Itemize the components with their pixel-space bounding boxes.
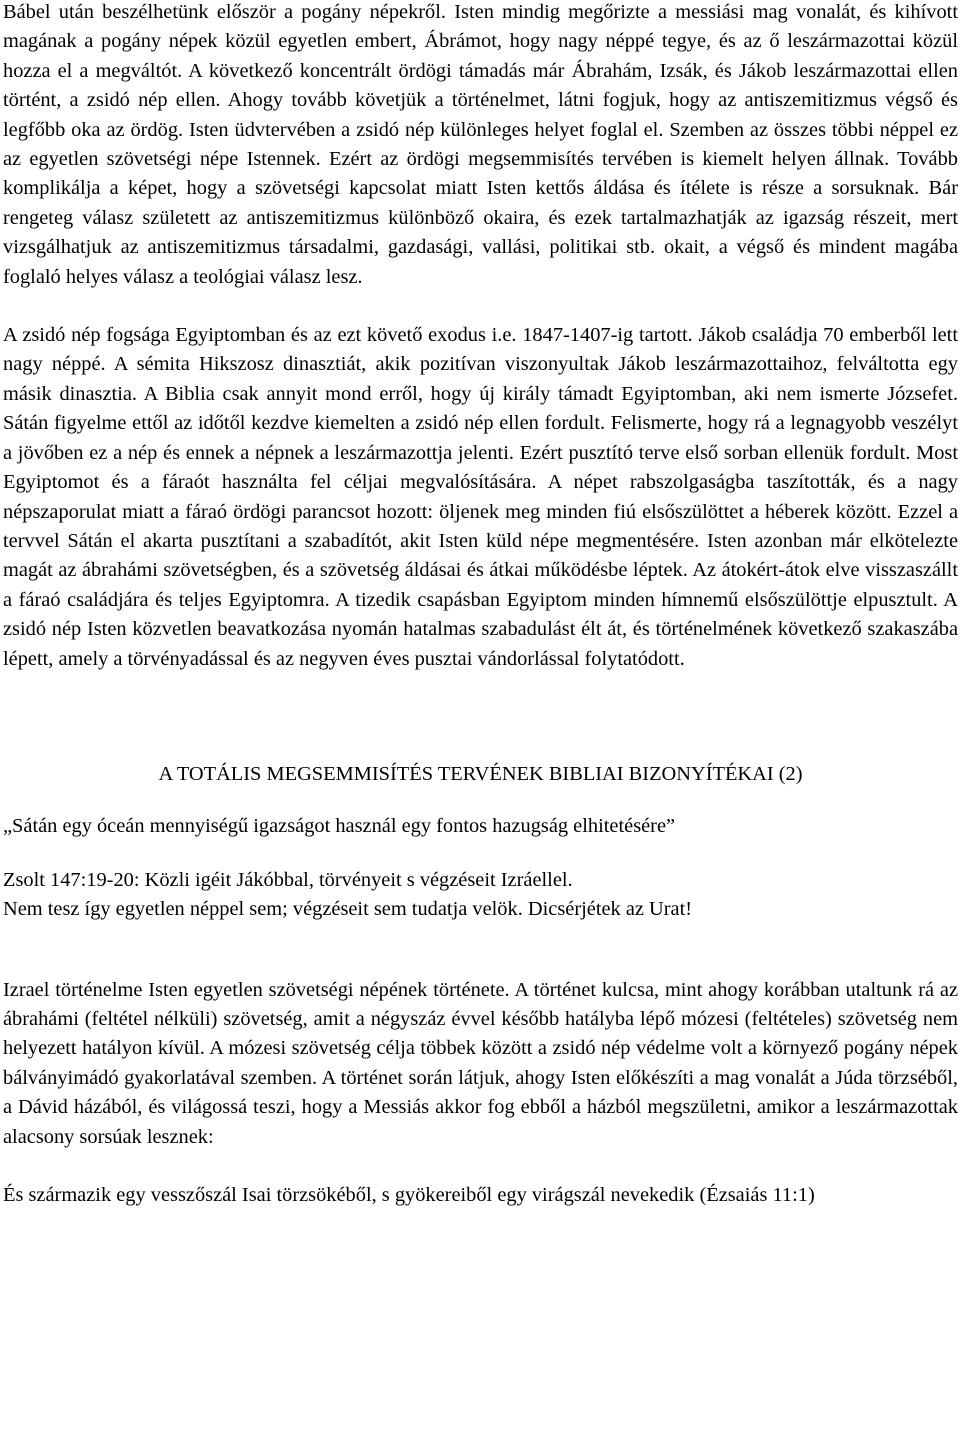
- verse-line-1: Zsolt 147:19-20: Közli igéit Jákóbbal, törvényeit s végzéseit Izráellel.: [3, 868, 573, 891]
- paragraph-babel: Bábel után beszélhetünk először a pogány népekről. Isten mindig megőrizte a messiási mag vonalát, és kihívott magának a pogány népek közül egyetlen embert, Ábrámot, hogy nagy néppé tegye, és az ő leszármazottai közül hozza el a megváltót. A következő koncentrált ördögi támadás már Ábrahám, Izsák, és Jákob leszármazottai ellen történt, a zsidó nép ellen. Ahogy tovább követjük a történelmet, látni fogjuk, hogy az antiszemitizmus végső és legfőbb oka az ördög. Isten üdvtervében a zsidó nép különleges helyet foglal el. Szemben az összes többi néppel ez az egyetlen szövetségi népe Istennek. Ezért az ördögi megsemmisítés tervében is kiemelt helyen állnak. Tovább komplikálja a képet, hogy a szövetségi kapcsolat miatt Isten kettős áldása és ítélete is része a sorsuknak. Bár rengeteg válasz született az antiszemitizmus különböző okaira, és ezek tartalmazhatják az igazság részeit, mert vizsgálhatjuk az antiszemitizmus társadalmi, gazdasági, vallási, politikai stb. okait, a végső és mindent magába foglaló helyes válasz a teológiai válasz lesz.: [3, 1, 958, 288]
- section-heading: A TOTÁLIS MEGSEMMISÍTÉS TERVÉNEK BIBLIAI BIZONYÍTÉKAI (2): [158, 762, 803, 785]
- paragraph-isaiah: És származik egy vesszőszál Isai törzsökéből, s gyökereiből egy virágszál nevekedik (Ézsaiás 11:1): [3, 1184, 815, 1206]
- quote: „Sátán egy óceán mennyiségű igazságot használ egy fontos hazugság elhitetésére”: [3, 815, 676, 838]
- paragraph-egypt: A zsidó nép fogsága Egyiptomban és az ezt követő exodus i.e. 1847-1407-ig tartott. Jákob családja 70 emberből lett nagy néppé. A sémita Hikszosz dinasztiát, akik pozitívan viszonyultak Jákob leszármazottaihoz, felváltotta egy másik dinasztia. A Biblia csak annyit mond erről, hogy új király támadt Egyiptomban, aki nem ismerte Józsefet. Sátán figyelme ettől az időtől kezdve kiemelten a zsidó nép ellen fordult. Felismerte, hogy rá a legnagyobb veszélyt a jövőben ez a nép és ennek a népnek a leszármazottja jelenti. Ezért pusztító terve első sorban ellenük fordult. Most Egyiptomot és a fáraót használta fel céljai megvalósítására. A népet rabszolgaságba taszították, és a nagy népszaporulat miatt a fáraó ördögi parancsot hozott: öljenek meg minden fiú elsőszülöttet a héberek között. Ezzel a tervvel Sátán el akarta pusztítani a szabadítót, akit Isten küld népe megmentésére. Isten azonban már elkötelezte magát az ábrahámi szövetségben, és a szövetség áldásai és átkai működésbe léptek. Az átokért-átok elve visszaszállt a fáraó családjára és teljes Egyiptomra. A tizedik csapásban Egyiptom minden hímnemű elsőszülöttje elpusztult. A zsidó nép Isten közvetlen beavatkozása nyomán hatalmas szabadulást élt át, és történelmének következő szakaszába lépett, amely a törvényadással és az negyven éves pusztai vándorlással folytatódott.: [3, 324, 958, 670]
- verse-line-2: Nem tesz így egyetlen néppel sem; végzéseit sem tudatja velök. Dicsérjétek az Urat!: [3, 898, 693, 921]
- verse-block: [3, 866, 958, 925]
- paragraph-israel: Izrael történelme Isten egyetlen szövetségi népének története. A történet kulcsa, mint ahogy korábban utaltunk rá az ábrahámi (feltétel nélküli) szövetség, amit a négyszáz évvel később hatályba lépő mózesi (feltételes) szövetség nem helyezett hatályon kívül. A mózesi szövetség célja többek között a zsidó nép védelme volt a környező pogány népek bálványimádó gyakorlatával szemben. A történet során látjuk, ahogy Isten előkészíti a mag vonalát a Júda törzséből, a Dávid házából, és világossá teszi, hogy a Messiás akkor fog ebből a házból megszületni, amikor a leszármazottak alacsony sorsúak lesznek:: [3, 978, 958, 1148]
